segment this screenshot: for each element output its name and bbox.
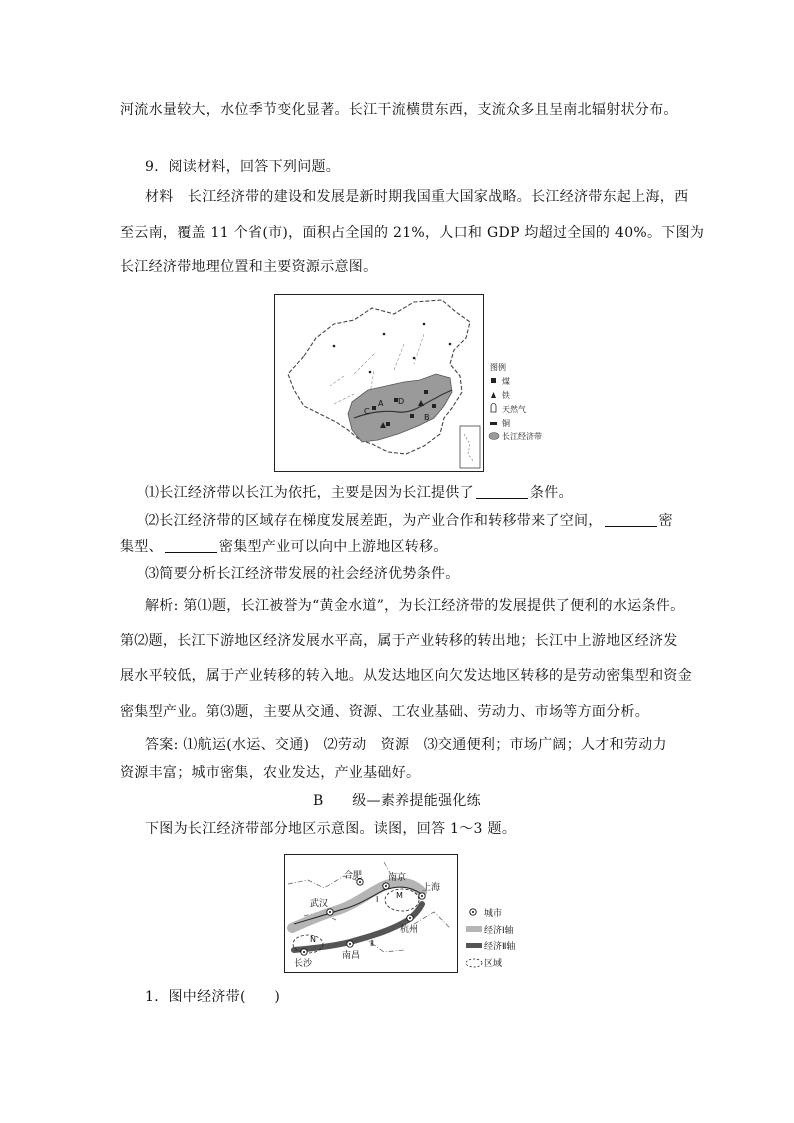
answer-blank-1[interactable]	[476, 484, 528, 499]
analysis-line-2: 第⑵题，长江下游地区经济发展水平高，属于产业转移的转出地；长江中上游地区经济发	[120, 633, 678, 649]
subq2-end: 密集型产业可以向中上游地区转移。	[218, 539, 448, 555]
subq2-mid: 密	[658, 513, 673, 529]
analysis-line-1: 解析: 第⑴题，长江被誉为“黄金水道”，为长江经济带的发展提供了便利的水运条件。	[145, 598, 685, 614]
coal-icon	[491, 378, 496, 383]
natural-gas-icon	[491, 404, 496, 413]
subquestion-1	[145, 484, 573, 502]
subq1-end: 条件。	[529, 485, 573, 501]
city-changsha: 长沙	[294, 959, 313, 969]
answer-line-2: 资源丰富；城市密集，农业发达，产业基础好。	[120, 765, 421, 781]
legend-iron: 铁	[502, 391, 510, 400]
region-icon	[466, 959, 482, 967]
china-resource-map	[274, 294, 564, 472]
legend-title: 图例	[490, 363, 506, 372]
yangtze-axes-map	[284, 854, 548, 974]
map1-label-c: C	[364, 407, 370, 416]
section-b-heading: B 级—素养提能强化练	[313, 793, 481, 809]
city-hefei: 合肥	[344, 871, 363, 881]
answer-blank-3[interactable]	[165, 538, 217, 553]
legend-gas: 天然气	[502, 405, 526, 414]
subquestion-2	[145, 512, 673, 530]
answer-blank-2[interactable]	[605, 512, 657, 527]
legend-copper: 铜	[502, 419, 510, 428]
city-shanghai: 上海	[422, 883, 441, 893]
south-china-sea-inset	[460, 426, 480, 468]
material-line-3: 长江经济带地理位置和主要资源示意图。	[120, 259, 378, 275]
label-axis-1: Ⅰ	[376, 895, 379, 904]
legend2-city: 城市	[484, 909, 503, 919]
material-line-2: 至云南，覆盖 11 个省(市)，面积占全国的 21%，人口和 GDP 均超过全国的 40%。下图为	[120, 225, 705, 241]
label-m: M	[396, 891, 403, 900]
city-nanjing: 南京	[388, 873, 407, 883]
label-n: N	[310, 935, 316, 944]
legend2-axis-1: 经济Ⅰ轴	[484, 926, 514, 936]
legend-belt: 长江经济带	[502, 432, 542, 441]
map1-label-a: A	[378, 399, 384, 408]
axis-1-icon	[466, 926, 482, 932]
iron-icon	[491, 392, 496, 398]
text-line-continuation: 河流水量较大，水位季节变化显著。长江干流横贯东西，支流众多且呈南北辐射状分布。	[120, 102, 678, 118]
legend2-axis-2: 经济Ⅱ轴	[484, 942, 516, 952]
city-hangzhou: 杭州	[400, 925, 419, 935]
section-b-intro: 下图为长江经济带部分地区示意图。读图，回答 1～3 题。	[145, 821, 517, 837]
legend2-region: 区域	[484, 959, 503, 969]
economic-belt-icon	[489, 433, 499, 440]
subquestion-3: ⑶简要分析长江经济带发展的社会经济优势条件。	[145, 566, 460, 582]
subq2-text: ⑵长江经济带的区域存在梯度发展差距，为产业合作和转移带来了空间，	[145, 513, 603, 529]
subq2-cont-text: 集型、	[120, 539, 163, 555]
question-1: 1．图中经济带( )	[145, 989, 281, 1005]
copper-icon	[490, 422, 497, 425]
question-9-title: 9．阅读材料，回答下列问题。	[145, 159, 341, 175]
city-wuhan: 武汉	[310, 899, 329, 909]
analysis-line-4: 密集型产业。第⑶题，主要从交通、资源、工农业基础、劳动力、市场等方面分析。	[120, 704, 650, 720]
material-line-1: 材料 长江经济带的建设和发展是新时期我国重大国家战略。长江经济带东起上海，西	[145, 189, 689, 205]
label-axis-2: Ⅱ	[370, 939, 374, 948]
answer-line-1: 答案: ⑴航运(水运、交通) ⑵劳动 资源 ⑶交通便利；市场广阔；人才和劳动力	[145, 737, 667, 753]
map1-label-d: D	[398, 397, 405, 406]
map1-label-b: B	[424, 413, 430, 422]
city-nanchang: 南昌	[342, 951, 361, 961]
legend-coal: 煤	[502, 377, 510, 386]
subquestion-2-cont	[120, 538, 448, 556]
analysis-line-3: 展水平较低，属于产业转移的转入地。从发达地区向欠发达地区转移的是劳动密集型和资金	[120, 668, 692, 684]
axis-2-icon	[466, 943, 482, 948]
subq1-text: ⑴长江经济带以长江为依托，主要是因为长江提供了	[145, 485, 474, 501]
